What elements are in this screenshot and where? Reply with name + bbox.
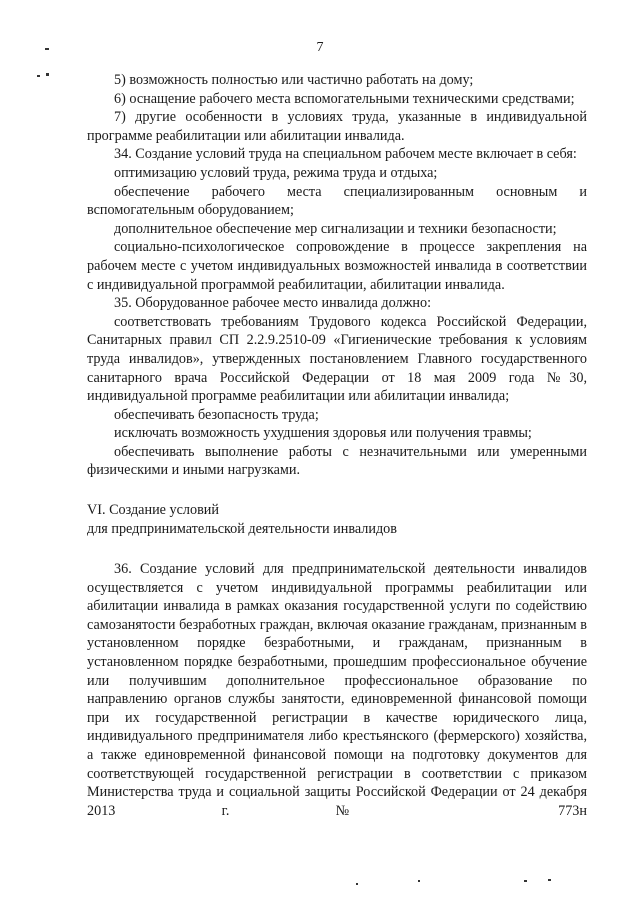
- scan-speck: [37, 75, 40, 77]
- section-35-point: обеспечивать безопасность труда;: [114, 406, 319, 423]
- section-34-point: социально-психологическое сопровождение в процессе закрепления на рабочем месте с учетом индивидуальных возможностей инвалида в соответствии с индивидуальной программой реабилитации, абилитации инвалида.: [87, 239, 587, 293]
- scan-speck: [356, 883, 358, 885]
- chapter-title-line2: для предпринимательской деятельности инвалидов: [87, 521, 397, 538]
- section-35-point: обеспечивать выполнение работы с незначительными или умеренными физическими и иными нагрузками.: [87, 443, 587, 479]
- chapter-title-line1: VI. Создание условий: [87, 502, 219, 519]
- section-34-point: оптимизацию условий труда, режима труда и отдыха;: [114, 164, 438, 181]
- list-item-5: 5) возможность полностью или частично работать на дому;: [114, 72, 474, 88]
- scan-speck: [548, 879, 551, 881]
- scan-speck: [524, 880, 527, 882]
- list-item-6: 6) оснащение рабочего места вспомогательными техническими средствами;: [114, 90, 575, 107]
- page-number: 7: [316, 40, 324, 55]
- section-34-intro: 34. Создание условий труда на специальном рабочем месте включает в себя:: [114, 146, 577, 163]
- section-35-point: исключать возможность ухудшения здоровья или получения травмы;: [114, 425, 532, 442]
- scan-speck: [418, 880, 420, 882]
- section-36: 36. Создание условий для предпринимательской деятельности инвалидов осуществляется с учетом индивидуальной программы реабилитации или абилитации инвалида в рамках оказания государственной услуги по содействию самозанятости безработных граждан, включая оказание гражданам, признанным в установленном порядке безработными, и гражданам, признанным в установленном порядке безработными, прошедшим профессиональное обучение или получившим дополнительное профессиональное образование по направлению органов службы занятости, единовременной финансовой помощи при их государственной регистрации в качестве юридического лица, индивидуального предпринимателя либо крестьянского (фермерского) хозяйства, а также единовременной финансовой помощи на подготовку документов для соответствующей государственной регистрации в соответствии с приказом Министерства труда и социальной защиты Российской Федерации от 24 декабря 2013 г. № 773н: [87, 561, 587, 819]
- section-35-intro: 35. Оборудованное рабочее место инвалида должно:: [114, 295, 432, 312]
- section-34-point: обеспечение рабочего места специализированным основным и вспомогательным оборудованием;: [87, 183, 587, 219]
- document-body: [87, 71, 587, 820]
- section-34-point: дополнительное обеспечение мер сигнализации и техники безопасности;: [114, 220, 557, 237]
- section-35-point: соответствовать требованиям Трудового кодекса Российской Федерации, Санитарных правил СП 2.2.9.2510-09 «Гигиенические требования к условиям труда инвалидов», утвержденных постановлением Главного государственного санитарного врача Российской Федерации от 18 мая 2009 года №30, индивидуальной программе реабилитации или абилитации инвалида;: [87, 313, 587, 405]
- scan-speck: [46, 73, 49, 76]
- list-item-7: 7) другие особенности в условиях труда, указанные в индивидуальной программе реабилитации или абилитации инвалида.: [87, 109, 587, 144]
